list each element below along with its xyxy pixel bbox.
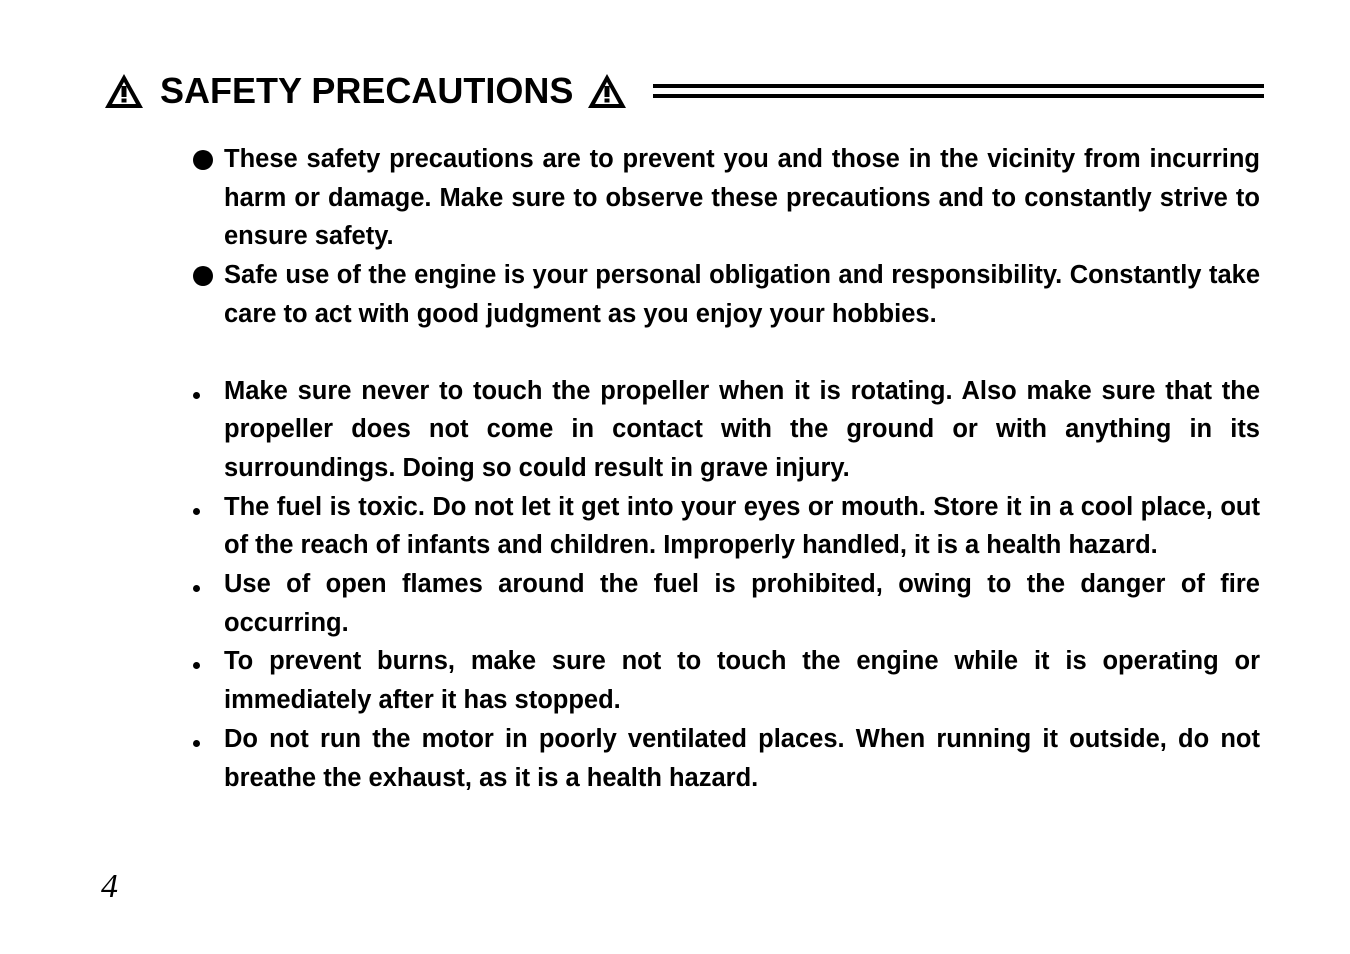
intro-item-text: These safety precautions are to prevent you and those in the vicinity from incurring harm or damage. Make sure to observe these precautions and to constantly strive to ensure safety. [224, 145, 1260, 251]
precaution-text: Make sure never to touch the propeller when it is rotating. Also make sure that the propeller does not come in contact with the ground or with anything in its surroundings. Doing so could result in grave injury. [224, 376, 1260, 482]
precaution-item [190, 488, 1260, 565]
section-spacer [190, 334, 1260, 372]
warning-triangle-icon [587, 73, 627, 109]
precaution-text: The fuel is toxic. Do not let it get into your eyes or mouth. Store it in a cool place, out of the reach of infants and children. Improperly handled, it is a health hazard. [224, 492, 1260, 560]
bullet-circle-icon [190, 256, 224, 298]
precaution-item [190, 720, 1260, 797]
precaution-text: To prevent burns, make sure not to touch the engine while it is operating or immediately after it has stopped. [224, 647, 1260, 715]
bullet-dot-icon [190, 372, 224, 411]
precaution-item [190, 642, 1260, 719]
bullet-dot-icon [190, 720, 224, 759]
bullet-circle-icon [190, 140, 224, 182]
intro-item [190, 256, 1260, 333]
bullet-dot-icon [190, 642, 224, 681]
page-number: 4 [101, 868, 118, 905]
intro-item-text: Safe use of the engine is your personal obligation and responsibility. Constantly take care to act with good judgment as you enjoy your hobbies. [224, 261, 1260, 328]
intro-item [190, 140, 1260, 256]
page-header [104, 68, 1264, 114]
precaution-text: Use of open flames around the fuel is prohibited, owing to the danger of fire occurring. [224, 570, 1260, 637]
precaution-text: Do not run the motor in poorly ventilated places. When running it outside, do not breathe the exhaust, as it is a health hazard. [224, 724, 1260, 792]
bullet-dot-icon [190, 565, 224, 604]
precaution-item [190, 565, 1260, 642]
precaution-item [190, 372, 1260, 488]
precautions-content [190, 140, 1260, 797]
page-title: SAFETY PRECAUTIONS [160, 70, 574, 111]
double-rule-divider [653, 84, 1264, 98]
bullet-dot-icon [190, 488, 224, 527]
warning-triangle-icon [104, 73, 144, 109]
